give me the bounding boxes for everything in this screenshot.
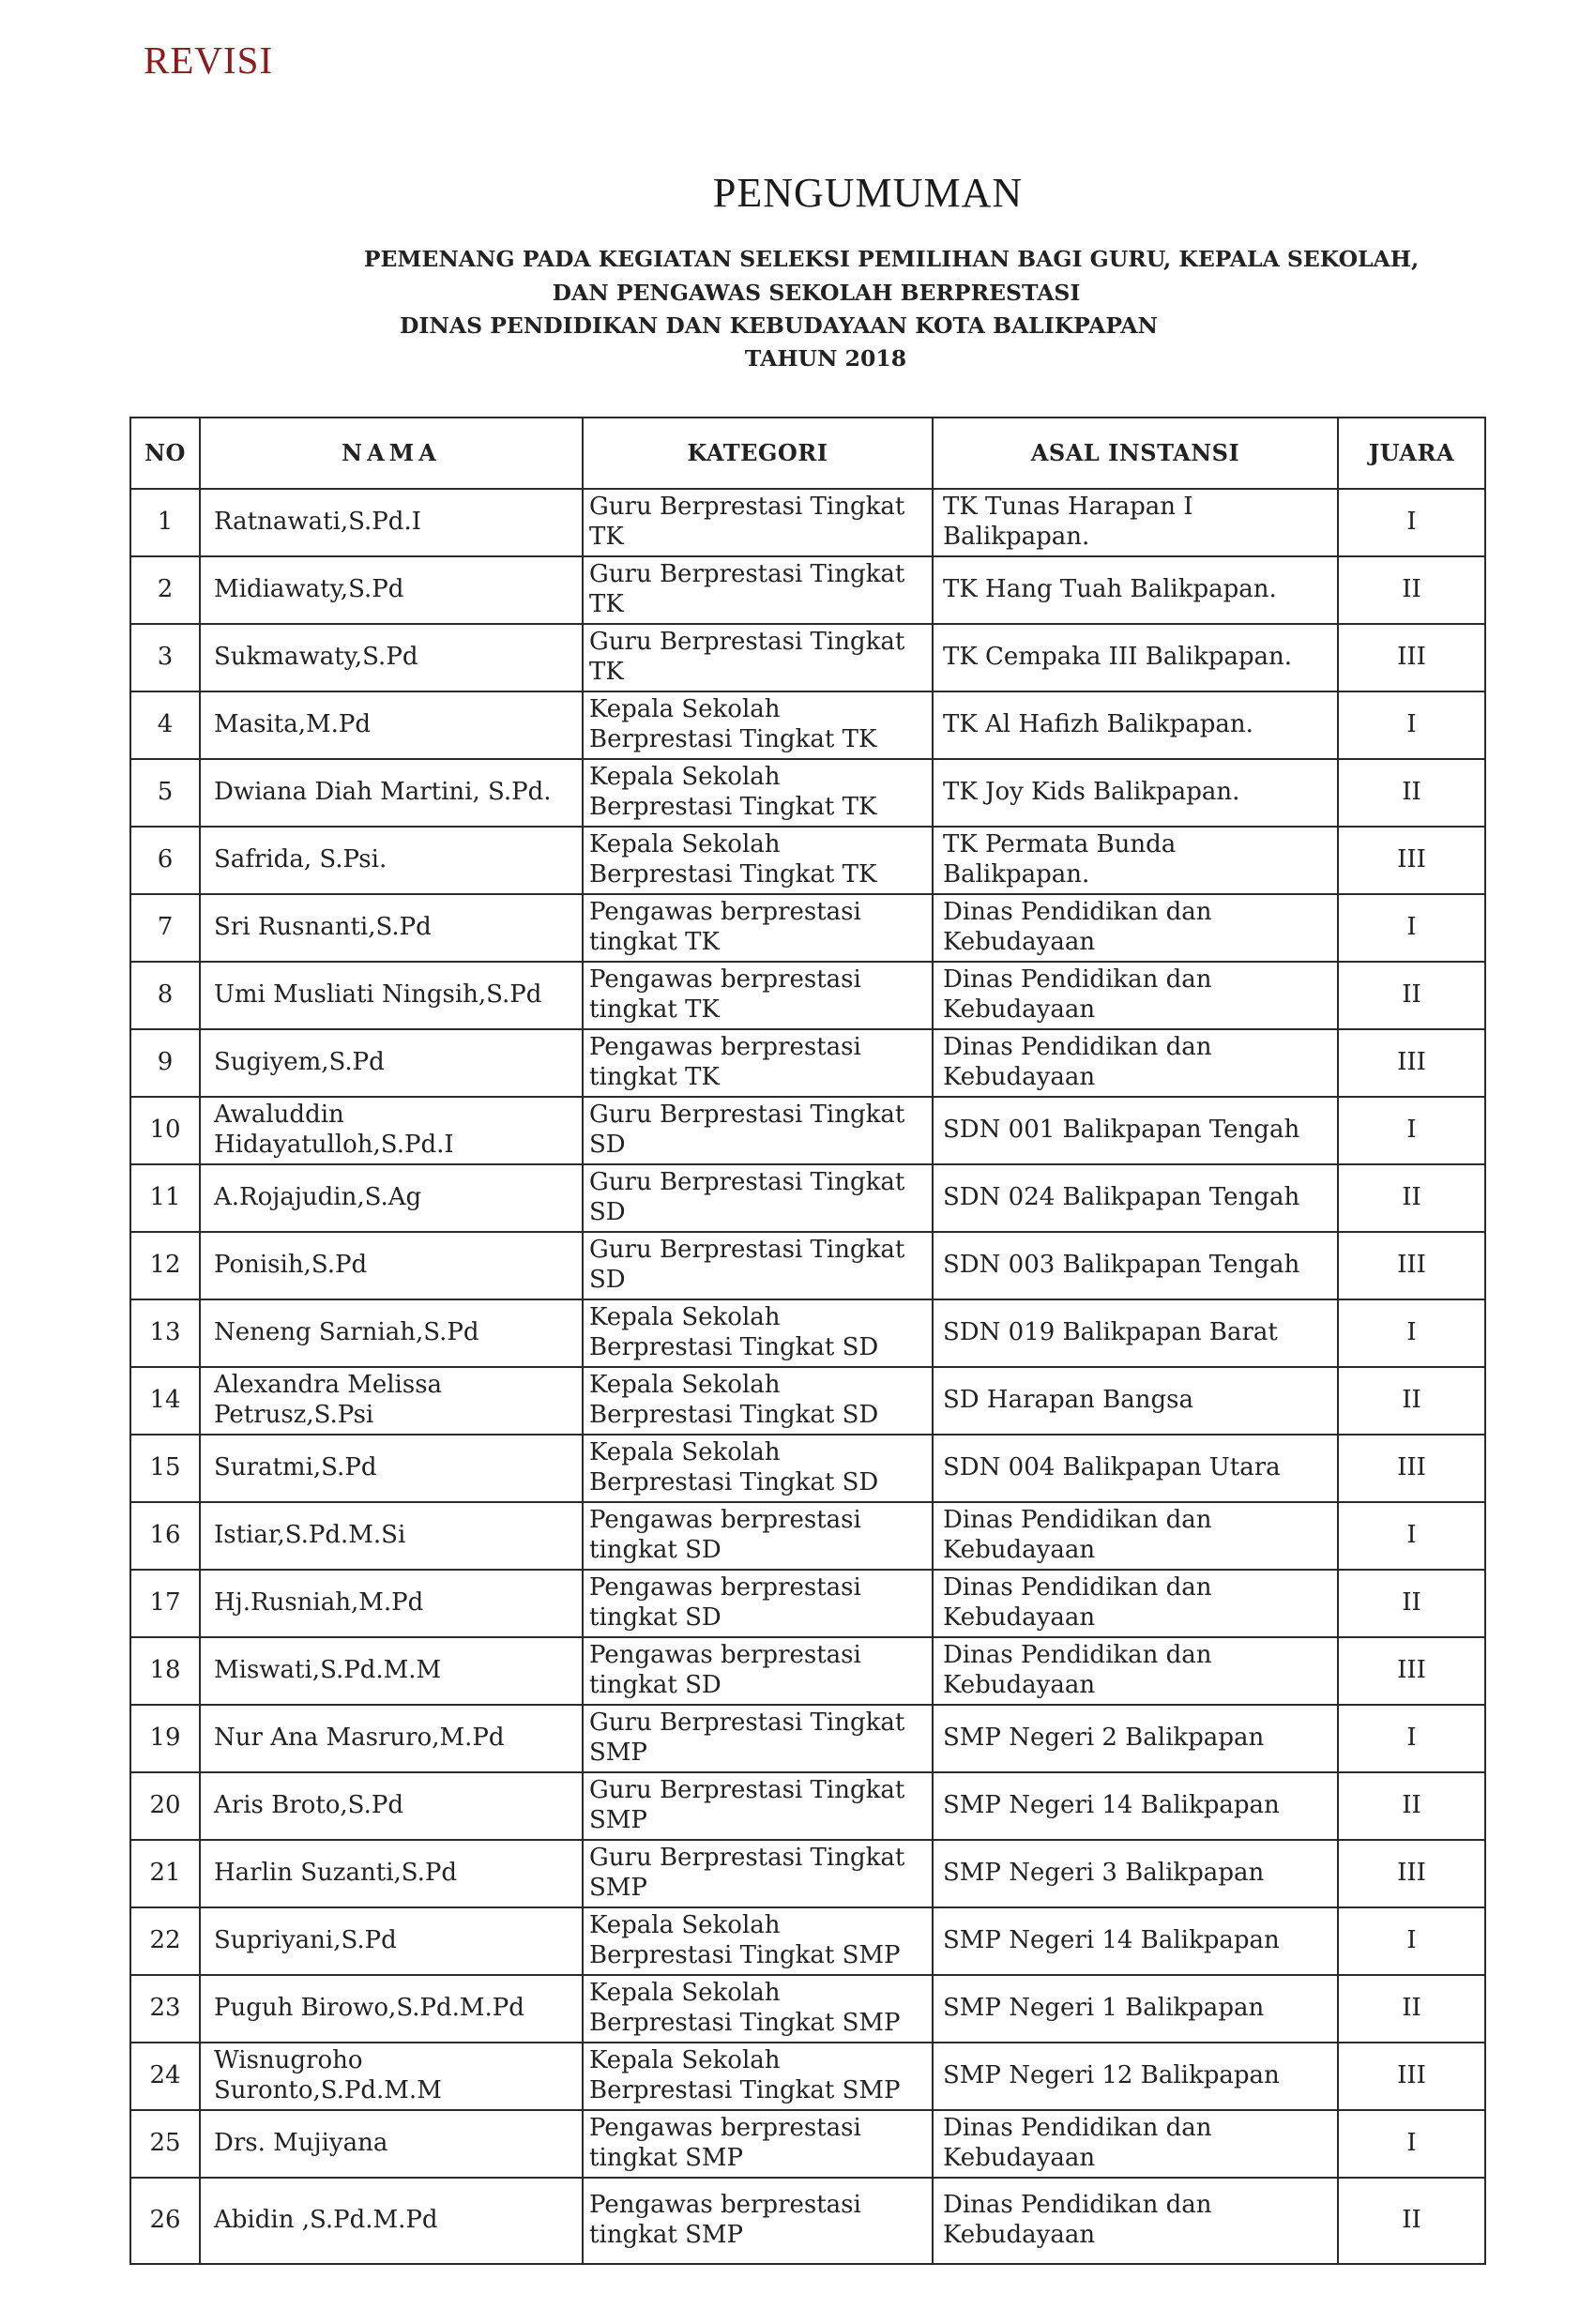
cell-nama: Istiar,S.Pd.M.Si: [200, 1502, 583, 1570]
cell-asal-instansi: TK Permata Bunda Balikpapan.: [933, 827, 1338, 894]
cell-nama: Drs. Mujiyana: [200, 2110, 583, 2178]
table-row: [130, 1840, 1485, 1907]
cell-juara: II: [1338, 2178, 1485, 2264]
cell-kategori: Pengawas berprestasi tingkat TK: [583, 962, 933, 1029]
cell-nama: Neneng Sarniah,S.Pd: [200, 1299, 583, 1367]
cell-juara: I: [1338, 1705, 1485, 1772]
cell-kategori: Pengawas berprestasi tingkat SMP: [583, 2110, 933, 2178]
cell-kategori: Guru Berprestasi Tingkat SMP: [583, 1840, 933, 1907]
cell-asal-instansi: SDN 019 Balikpapan Barat: [933, 1299, 1338, 1367]
cell-kategori: Pengawas berprestasi tingkat SMP: [583, 2178, 933, 2264]
table-row: [130, 1029, 1485, 1097]
cell-juara: I: [1338, 691, 1485, 759]
cell-asal-instansi: Dinas Pendidikan dan Kebudayaan: [933, 1029, 1338, 1097]
cell-no: 10: [130, 1097, 200, 1164]
cell-nama: Supriyani,S.Pd: [200, 1907, 583, 1975]
cell-juara: III: [1338, 1232, 1485, 1299]
cell-juara: II: [1338, 1975, 1485, 2043]
cell-juara: II: [1338, 556, 1485, 624]
table-row: [130, 489, 1485, 556]
subtitle-line-4: TAHUN 2018: [744, 345, 907, 372]
cell-juara: III: [1338, 624, 1485, 691]
cell-juara: III: [1338, 2043, 1485, 2110]
cell-nama: Suratmi,S.Pd: [200, 1435, 583, 1502]
cell-no: 8: [130, 962, 200, 1029]
table-body: [130, 489, 1485, 2264]
cell-no: 14: [130, 1367, 200, 1435]
header-no: NO: [130, 418, 200, 489]
table-row: [130, 1772, 1485, 1840]
cell-kategori: Pengawas berprestasi tingkat TK: [583, 894, 933, 962]
cell-asal-instansi: SMP Negeri 2 Balikpapan: [933, 1705, 1338, 1772]
table-row: [130, 759, 1485, 827]
cell-asal-instansi: Dinas Pendidikan dan Kebudayaan: [933, 1570, 1338, 1637]
cell-no: 19: [130, 1705, 200, 1772]
cell-no: 9: [130, 1029, 200, 1097]
cell-asal-instansi: TK Al Hafizh Balikpapan.: [933, 691, 1338, 759]
cell-kategori: Guru Berprestasi Tingkat SMP: [583, 1772, 933, 1840]
cell-nama: Masita,M.Pd: [200, 691, 583, 759]
cell-nama: Dwiana Diah Martini, S.Pd.: [200, 759, 583, 827]
cell-no: 17: [130, 1570, 200, 1637]
table-row: [130, 1097, 1485, 1164]
cell-asal-instansi: TK Tunas Harapan I Balikpapan.: [933, 489, 1338, 556]
cell-juara: II: [1338, 1164, 1485, 1232]
cell-nama: Wisnugroho Suronto,S.Pd.M.M: [200, 2043, 583, 2110]
cell-no: 5: [130, 759, 200, 827]
cell-nama: Puguh Birowo,S.Pd.M.Pd: [200, 1975, 583, 2043]
cell-asal-instansi: Dinas Pendidikan dan Kebudayaan: [933, 1502, 1338, 1570]
cell-juara: II: [1338, 1772, 1485, 1840]
cell-no: 11: [130, 1164, 200, 1232]
cell-nama: Miswati,S.Pd.M.M: [200, 1637, 583, 1705]
cell-asal-instansi: Dinas Pendidikan dan Kebudayaan: [933, 894, 1338, 962]
cell-juara: I: [1338, 2110, 1485, 2178]
cell-nama: Sukmawaty,S.Pd: [200, 624, 583, 691]
cell-asal-instansi: SMP Negeri 12 Balikpapan: [933, 2043, 1338, 2110]
cell-juara: I: [1338, 1502, 1485, 1570]
cell-asal-instansi: Dinas Pendidikan dan Kebudayaan: [933, 2178, 1338, 2264]
cell-nama: Safrida, S.Psi.: [200, 827, 583, 894]
cell-kategori: Pengawas berprestasi tingkat SD: [583, 1502, 933, 1570]
cell-kategori: Kepala Sekolah Berprestasi Tingkat SD: [583, 1299, 933, 1367]
cell-no: 26: [130, 2178, 200, 2264]
cell-juara: II: [1338, 1367, 1485, 1435]
table-row: [130, 1502, 1485, 1570]
cell-no: 13: [130, 1299, 200, 1367]
subtitle-line-2: DAN PENGAWAS SEKOLAH BERPRESTASI: [552, 280, 1081, 306]
cell-asal-instansi: TK Cempaka III Balikpapan.: [933, 624, 1338, 691]
cell-asal-instansi: SMP Negeri 14 Balikpapan: [933, 1907, 1338, 1975]
cell-asal-instansi: SMP Negeri 14 Balikpapan: [933, 1772, 1338, 1840]
revisi-stamp: REVISI: [144, 38, 274, 82]
cell-juara: III: [1338, 1840, 1485, 1907]
table-row: [130, 691, 1485, 759]
cell-kategori: Guru Berprestasi Tingkat TK: [583, 624, 933, 691]
table-row: [130, 1637, 1485, 1705]
cell-no: 25: [130, 2110, 200, 2178]
table-row: [130, 1975, 1485, 2043]
cell-asal-instansi: SDN 003 Balikpapan Tengah: [933, 1232, 1338, 1299]
cell-asal-instansi: SD Harapan Bangsa: [933, 1367, 1338, 1435]
cell-no: 7: [130, 894, 200, 962]
table-row: [130, 1232, 1485, 1299]
cell-asal-instansi: TK Joy Kids Balikpapan.: [933, 759, 1338, 827]
header-asal-instansi: ASAL INSTANSI: [933, 418, 1338, 489]
table-row: [130, 962, 1485, 1029]
cell-juara: II: [1338, 962, 1485, 1029]
table-row: [130, 1164, 1485, 1232]
table-row: [130, 827, 1485, 894]
cell-nama: Ratnawati,S.Pd.I: [200, 489, 583, 556]
cell-no: 23: [130, 1975, 200, 2043]
cell-nama: Awaluddin Hidayatulloh,S.Pd.I: [200, 1097, 583, 1164]
table-row: [130, 1705, 1485, 1772]
cell-asal-instansi: SDN 001 Balikpapan Tengah: [933, 1097, 1338, 1164]
cell-no: 20: [130, 1772, 200, 1840]
cell-no: 12: [130, 1232, 200, 1299]
cell-nama: Umi Musliati Ningsih,S.Pd: [200, 962, 583, 1029]
cell-kategori: Kepala Sekolah Berprestasi Tingkat TK: [583, 759, 933, 827]
cell-juara: II: [1338, 759, 1485, 827]
table-row: [130, 1435, 1485, 1502]
cell-asal-instansi: Dinas Pendidikan dan Kebudayaan: [933, 1637, 1338, 1705]
cell-no: 1: [130, 489, 200, 556]
cell-asal-instansi: Dinas Pendidikan dan Kebudayaan: [933, 962, 1338, 1029]
cell-kategori: Kepala Sekolah Berprestasi Tingkat TK: [583, 691, 933, 759]
table-row: [130, 624, 1485, 691]
header-kategori: KATEGORI: [583, 418, 933, 489]
cell-kategori: Kepala Sekolah Berprestasi Tingkat SMP: [583, 2043, 933, 2110]
cell-kategori: Pengawas berprestasi tingkat TK: [583, 1029, 933, 1097]
page-title: PENGUMUMAN: [712, 170, 1024, 216]
table-row: [130, 1299, 1485, 1367]
cell-kategori: Guru Berprestasi Tingkat SD: [583, 1097, 933, 1164]
cell-kategori: Guru Berprestasi Tingkat SMP: [583, 1705, 933, 1772]
cell-no: 2: [130, 556, 200, 624]
cell-asal-instansi: TK Hang Tuah Balikpapan.: [933, 556, 1338, 624]
cell-asal-instansi: SMP Negeri 3 Balikpapan: [933, 1840, 1338, 1907]
cell-kategori: Kepala Sekolah Berprestasi Tingkat SD: [583, 1367, 933, 1435]
cell-no: 3: [130, 624, 200, 691]
cell-kategori: Guru Berprestasi Tingkat TK: [583, 556, 933, 624]
cell-nama: Aris Broto,S.Pd: [200, 1772, 583, 1840]
cell-kategori: Kepala Sekolah Berprestasi Tingkat TK: [583, 827, 933, 894]
table-row: [130, 1367, 1485, 1435]
cell-kategori: Kepala Sekolah Berprestasi Tingkat SMP: [583, 1975, 933, 2043]
cell-juara: III: [1338, 1637, 1485, 1705]
subtitle-line-3: DINAS PENDIDIKAN DAN KEBUDAYAAN KOTA BALIKPAPAN: [399, 312, 1158, 339]
cell-no: 21: [130, 1840, 200, 1907]
cell-asal-instansi: Dinas Pendidikan dan Kebudayaan: [933, 2110, 1338, 2178]
table-row: [130, 2043, 1485, 2110]
cell-nama: Harlin Suzanti,S.Pd: [200, 1840, 583, 1907]
cell-nama: Midiawaty,S.Pd: [200, 556, 583, 624]
cell-kategori: Pengawas berprestasi tingkat SD: [583, 1570, 933, 1637]
cell-kategori: Pengawas berprestasi tingkat SD: [583, 1637, 933, 1705]
cell-asal-instansi: SDN 004 Balikpapan Utara: [933, 1435, 1338, 1502]
cell-asal-instansi: SDN 024 Balikpapan Tengah: [933, 1164, 1338, 1232]
cell-nama: Sugiyem,S.Pd: [200, 1029, 583, 1097]
cell-juara: I: [1338, 1097, 1485, 1164]
cell-no: 18: [130, 1637, 200, 1705]
cell-no: 22: [130, 1907, 200, 1975]
table-row: [130, 2110, 1485, 2178]
cell-no: 16: [130, 1502, 200, 1570]
table-row: [130, 894, 1485, 962]
subtitle-line-1: PEMENANG PADA KEGIATAN SELEKSI PEMILIHAN BAGI GURU, KEPALA SEKOLAH,: [363, 246, 1420, 272]
cell-nama: Abidin ,S.Pd.M.Pd: [200, 2178, 583, 2264]
cell-juara: II: [1338, 1570, 1485, 1637]
cell-nama: A.Rojajudin,S.Ag: [200, 1164, 583, 1232]
cell-juara: I: [1338, 1907, 1485, 1975]
header-nama: NAMA: [200, 418, 583, 489]
cell-nama: Sri Rusnanti,S.Pd: [200, 894, 583, 962]
winners-table: [129, 417, 1486, 2265]
header-juara: JUARA: [1338, 418, 1485, 489]
cell-juara: III: [1338, 827, 1485, 894]
cell-juara: III: [1338, 1029, 1485, 1097]
table-row: [130, 2178, 1485, 2264]
cell-kategori: Guru Berprestasi Tingkat SD: [583, 1232, 933, 1299]
cell-juara: I: [1338, 894, 1485, 962]
table-header-row: [130, 418, 1485, 489]
cell-nama: Nur Ana Masruro,M.Pd: [200, 1705, 583, 1772]
cell-kategori: Guru Berprestasi Tingkat SD: [583, 1164, 933, 1232]
cell-kategori: Kepala Sekolah Berprestasi Tingkat SD: [583, 1435, 933, 1502]
cell-kategori: Guru Berprestasi Tingkat TK: [583, 489, 933, 556]
cell-no: 15: [130, 1435, 200, 1502]
cell-asal-instansi: SMP Negeri 1 Balikpapan: [933, 1975, 1338, 2043]
cell-nama: Alexandra Melissa Petrusz,S.Psi: [200, 1367, 583, 1435]
cell-juara: I: [1338, 1299, 1485, 1367]
cell-juara: III: [1338, 1435, 1485, 1502]
table-row: [130, 1570, 1485, 1637]
cell-kategori: Kepala Sekolah Berprestasi Tingkat SMP: [583, 1907, 933, 1975]
cell-nama: Ponisih,S.Pd: [200, 1232, 583, 1299]
table-row: [130, 556, 1485, 624]
cell-no: 4: [130, 691, 200, 759]
cell-no: 24: [130, 2043, 200, 2110]
table-row: [130, 1907, 1485, 1975]
cell-juara: I: [1338, 489, 1485, 556]
cell-nama: Hj.Rusniah,M.Pd: [200, 1570, 583, 1637]
cell-no: 6: [130, 827, 200, 894]
